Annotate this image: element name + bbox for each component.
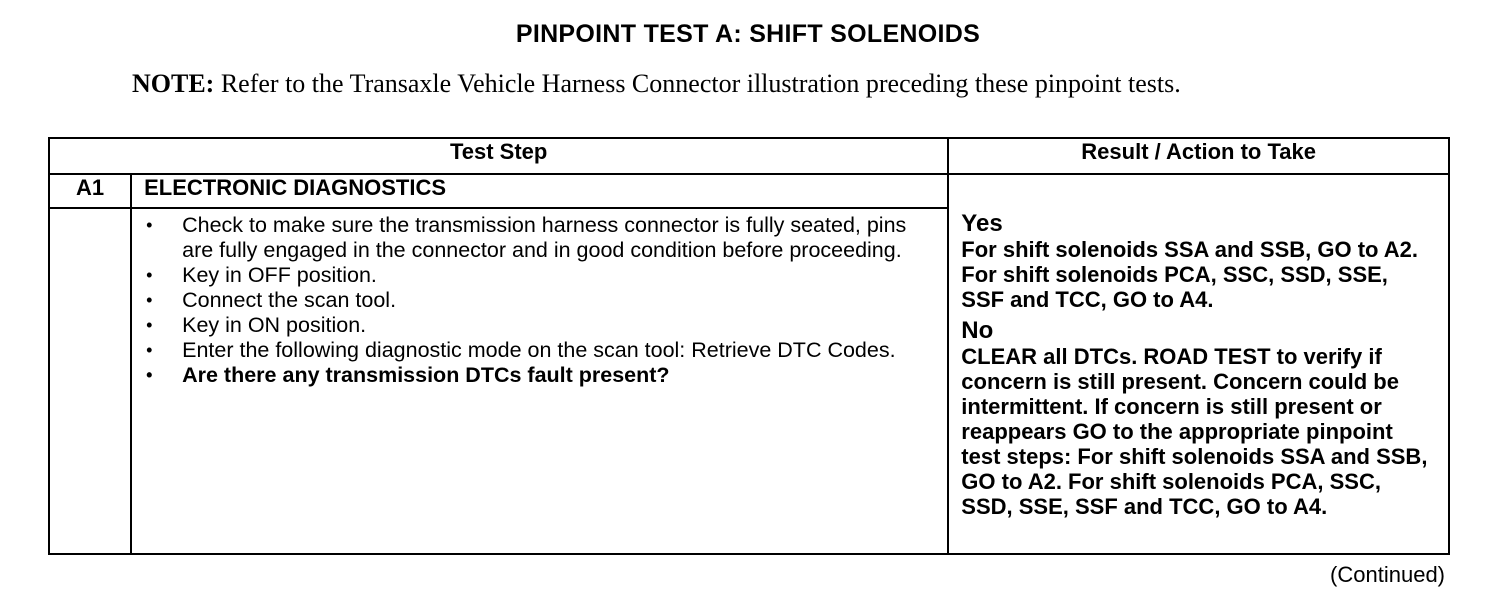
result-yes-ref-1: A2	[1383, 237, 1412, 262]
result-yes-ref-2: A4	[1179, 287, 1208, 312]
result-yes-text-3: .	[1207, 287, 1214, 312]
list-item-text: Are there any transmission DTCs fault present?	[182, 363, 670, 387]
bullet-icon: •	[146, 365, 153, 385]
continued-label: (Continued)	[1330, 562, 1445, 587]
note	[132, 68, 1347, 99]
step-number: A1	[49, 174, 131, 208]
list-item-text: Connect the scan tool.	[182, 288, 397, 312]
page-title: PINPOINT TEST A: SHIFT SOLENOIDS	[515, 20, 981, 48]
result-yes-text-1: For shift solenoids SSA and SSB, GO to	[961, 237, 1384, 262]
step-instructions	[131, 208, 948, 554]
result-yes-label: Yes	[961, 210, 1003, 237]
result-no-ref-1: A2	[1027, 469, 1056, 494]
list-item	[146, 213, 927, 263]
table-header-row	[49, 138, 1449, 174]
result-yes-text-2: . For shift solenoids PCA, SSC, SSD, SSE, SSF and TCC, GO to	[961, 237, 1419, 312]
bullet-icon: •	[146, 340, 153, 360]
list-item-text: Key in ON position.	[182, 313, 367, 337]
bullet-icon: •	[146, 215, 153, 235]
result-no-text-2: . For shift solenoids PCA, SSC, SSD, SSE, SSF and TCC, GO to	[961, 469, 1381, 519]
header-result: Result / Action to Take	[948, 138, 1449, 174]
list-item	[146, 263, 927, 288]
step-title: ELECTRONIC DIAGNOSTICS	[131, 174, 948, 208]
result-cell	[948, 174, 1449, 554]
result-no-label: No	[961, 317, 994, 344]
list-item	[146, 338, 927, 363]
header-test-step: Test Step	[49, 138, 948, 174]
step-number-spacer	[49, 208, 131, 554]
result-no-ref-2: A4	[1292, 494, 1322, 519]
pinpoint-test-table	[48, 137, 1450, 555]
list-item-text: Key in OFF position.	[182, 263, 377, 287]
note-text: Refer to the Transaxle Vehicle Harness Connector illustration preceding these pinpoint tests.	[214, 69, 1181, 98]
result-no-text-1: CLEAR all DTCs. ROAD TEST to verify if concern is still present. Concern could be intermittent. If concern is still present or reappears GO to the appropriate pinpoint test steps: For shift solenoids SSA and SSB, GO to	[961, 344, 1428, 494]
list-item-text: Check to make sure the transmission harness connector is fully seated, pins are fully engaged in the connector and in good condition before proceeding.	[182, 213, 907, 262]
bullet-icon: •	[146, 290, 153, 310]
list-item	[146, 288, 927, 313]
step-bullet-list	[132, 209, 947, 388]
list-item	[146, 363, 927, 388]
list-item-text: Enter the following diagnostic mode on the scan tool: Retrieve DTC Codes.	[182, 338, 896, 362]
step-header-row	[49, 174, 1449, 208]
bullet-icon: •	[146, 265, 153, 285]
note-label: NOTE:	[132, 69, 215, 98]
result-no-text-3: .	[1321, 494, 1328, 519]
bullet-icon: •	[146, 315, 153, 335]
list-item	[146, 313, 927, 338]
